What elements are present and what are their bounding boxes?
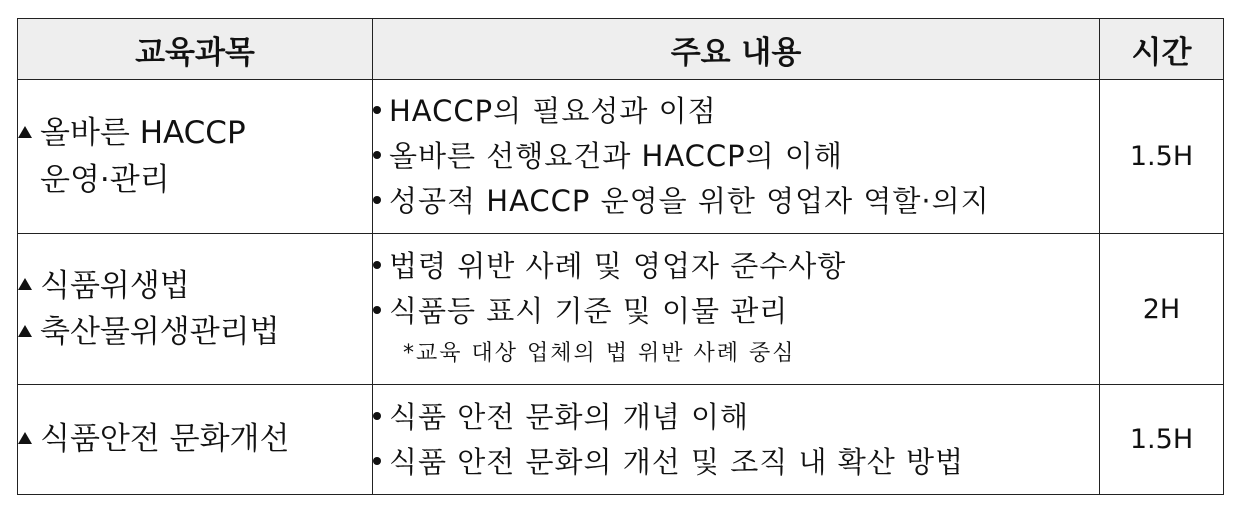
- subject-line: [18, 416, 372, 463]
- content-note: *교육 대상 업체의 법 위반 사례 중심: [403, 341, 796, 366]
- content-item-text: 식품 안전 문화의 개념 이해: [389, 399, 750, 434]
- header-content: 주요 내용: [373, 19, 1100, 80]
- content-item: [373, 289, 1099, 334]
- content-item-text: 성공적 HACCP 운영을 위한 영업자 역할·의지: [389, 184, 990, 218]
- subject-text: 식품위생법: [40, 267, 190, 304]
- curriculum-table: [17, 18, 1224, 495]
- table-row: [18, 234, 1224, 385]
- subject-cell: [18, 385, 373, 495]
- table-row: [18, 80, 1224, 234]
- content-item-text: 식품 안전 문화의 개선 및 조직 내 확산 방법: [389, 444, 964, 479]
- content-item-text: 식품등 표시 기준 및 이물 관리: [389, 294, 789, 328]
- subject-cell: [18, 80, 373, 234]
- subject-text: 축산물위생관리법: [40, 314, 280, 350]
- header-subject: 교육과목: [18, 19, 373, 80]
- content-cell: [373, 234, 1100, 385]
- header-row: [18, 19, 1224, 80]
- subject-line: [18, 263, 372, 310]
- subject-text: 식품안전 문화개선: [40, 421, 290, 458]
- content-item: [373, 244, 1099, 289]
- dot-bullet-icon: [373, 412, 381, 420]
- subject-text: 올바른 HACCP: [40, 115, 246, 151]
- hours-cell: 1.5H: [1100, 385, 1224, 495]
- dot-bullet-icon: [373, 261, 381, 269]
- content-item: [373, 134, 1099, 179]
- dot-bullet-icon: [373, 106, 381, 114]
- content-item: [373, 89, 1099, 134]
- content-item: [373, 179, 1099, 224]
- hours-cell: 1.5H: [1100, 80, 1224, 234]
- subject-text: 운영·관리: [40, 161, 170, 198]
- subject-cell: [18, 234, 373, 385]
- subject-line: [18, 309, 372, 356]
- content-cell: [373, 385, 1100, 495]
- dot-bullet-icon: [373, 196, 381, 204]
- header-hours: 시간: [1100, 19, 1224, 80]
- dot-bullet-icon: [373, 306, 381, 314]
- subject-line: [18, 157, 372, 204]
- triangle-bullet-icon: [18, 278, 32, 290]
- triangle-bullet-icon: [18, 325, 32, 337]
- hours-cell: 2H: [1100, 234, 1224, 385]
- dot-bullet-icon: [373, 457, 381, 465]
- content-item-text: HACCP의 필요성과 이점: [389, 94, 717, 128]
- content-item: [373, 395, 1099, 440]
- table-row: [18, 385, 1224, 495]
- dot-bullet-icon: [373, 151, 381, 159]
- content-item-text: 법령 위반 사례 및 영업자 준수사항: [389, 249, 847, 283]
- subject-line: [18, 110, 372, 157]
- content-cell: [373, 80, 1100, 234]
- content-item-text: 올바른 선행요건과 HACCP의 이해: [389, 139, 843, 173]
- content-item: [373, 440, 1099, 485]
- triangle-bullet-icon: [18, 432, 32, 444]
- triangle-bullet-icon: [18, 126, 32, 138]
